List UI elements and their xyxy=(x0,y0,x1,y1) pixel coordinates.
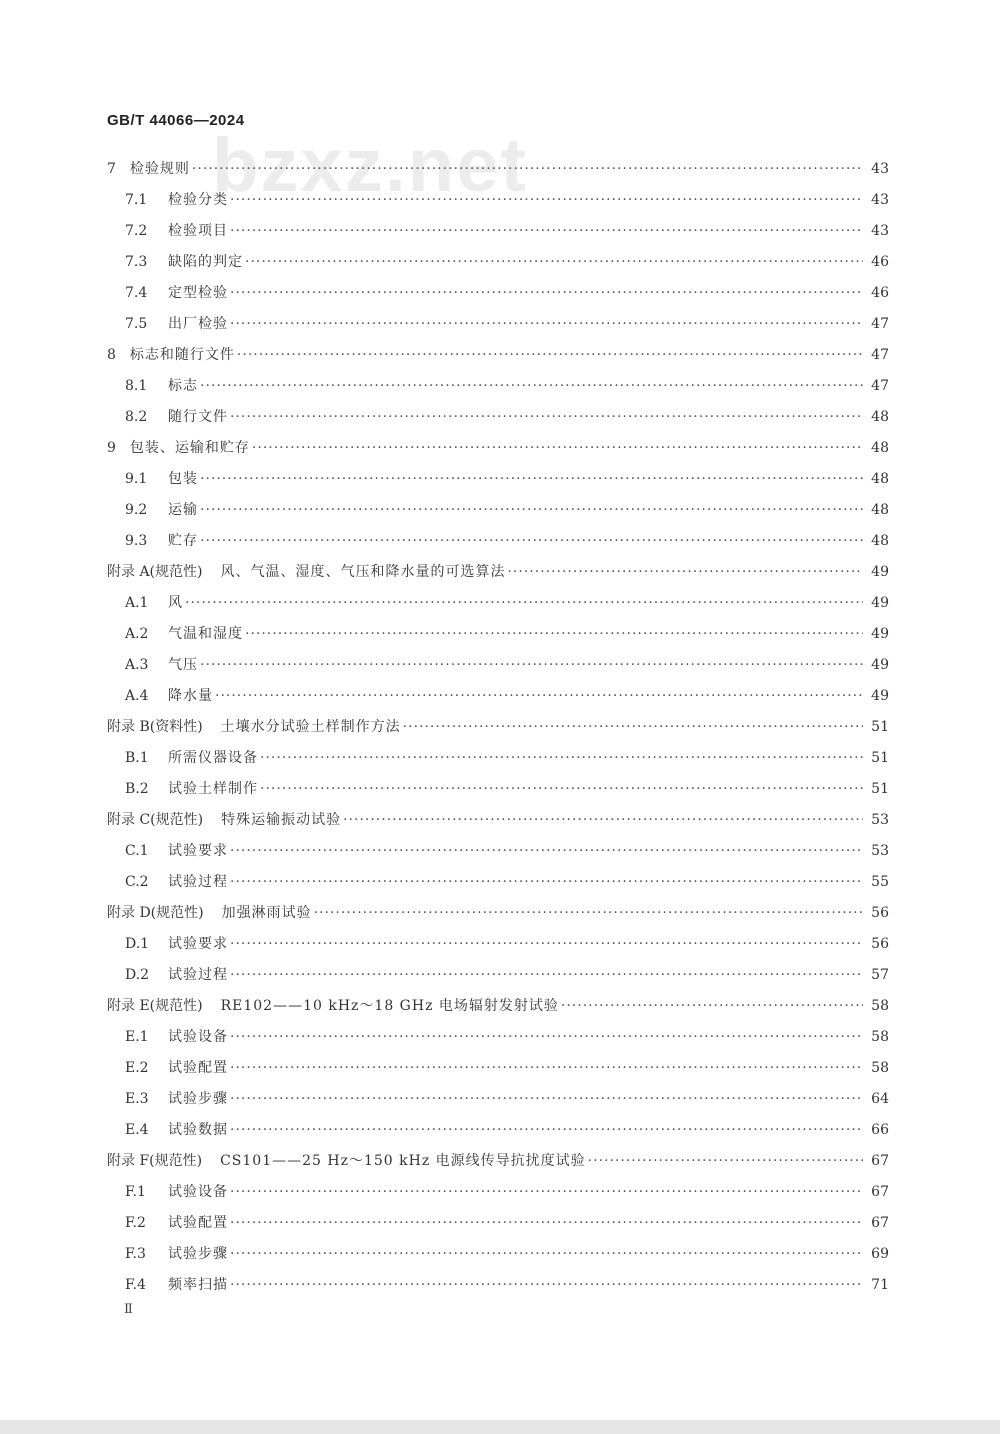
toc-entry-page: 46 xyxy=(871,254,889,270)
toc-entry-page: 49 xyxy=(871,657,889,673)
toc-entry-number: 附录 A(规范性) xyxy=(107,564,203,580)
toc-entry[interactable] xyxy=(107,1022,889,1053)
toc-entry-number: F.2 xyxy=(125,1215,146,1231)
toc-leader-dots xyxy=(245,619,863,650)
toc-entry-number: F.4 xyxy=(125,1277,146,1293)
toc-entry[interactable] xyxy=(107,371,889,402)
toc-entry-title: CS101——25 Hz～150 kHz 电源线传导抗扰度试验 xyxy=(220,1153,586,1169)
toc-entry[interactable] xyxy=(107,185,889,216)
toc-entry-title: 土壤水分试验土样制作方法 xyxy=(220,719,401,735)
toc-entry-number: 附录 E(规范性) xyxy=(107,998,203,1014)
toc-entry-number: F.3 xyxy=(125,1246,146,1262)
toc-entry[interactable] xyxy=(107,464,889,495)
toc-entry-title: 试验要求 xyxy=(168,843,228,859)
toc-leader-dots xyxy=(200,371,863,402)
toc-entry-title: 包装 xyxy=(168,471,198,487)
toc-entry-title: 特殊运输振动试验 xyxy=(221,812,342,828)
toc-entry-page: 58 xyxy=(871,1060,889,1076)
toc-entry-number: D.2 xyxy=(125,967,150,983)
toc-entry-number: 9.3 xyxy=(125,533,148,549)
toc-entry-page: 48 xyxy=(871,409,889,425)
toc-entry-page: 43 xyxy=(871,223,889,239)
toc-entry[interactable] xyxy=(107,216,889,247)
toc-entry-page: 49 xyxy=(871,564,889,580)
toc-entry-page: 58 xyxy=(871,1029,889,1045)
toc-entry[interactable] xyxy=(107,1084,889,1115)
toc-entry[interactable] xyxy=(107,1208,889,1239)
toc-entry[interactable] xyxy=(107,960,889,991)
toc-entry-number: E.1 xyxy=(125,1029,149,1045)
toc-leader-dots xyxy=(230,309,863,340)
toc-entry-number: 附录 C(规范性) xyxy=(107,812,204,828)
toc-entry-number: C.2 xyxy=(125,874,149,890)
toc-entry-title: 出厂检验 xyxy=(168,316,228,332)
watermark: bzxz.net xyxy=(212,123,528,208)
toc-entry-title: 定型检验 xyxy=(168,285,228,301)
toc-entry[interactable] xyxy=(107,929,889,960)
toc-entry-number: 附录 D(规范性) xyxy=(107,905,204,921)
toc-leader-dots xyxy=(245,247,863,278)
toc-leader-dots xyxy=(230,216,863,247)
toc-entry-page: 71 xyxy=(871,1277,889,1293)
table-of-contents xyxy=(107,154,889,1301)
toc-entry[interactable] xyxy=(107,1115,889,1146)
toc-entry-number: E.4 xyxy=(125,1122,149,1138)
toc-entry-title: 试验数据 xyxy=(168,1122,228,1138)
toc-entry-title: 贮存 xyxy=(168,533,198,549)
toc-entry-page: 64 xyxy=(871,1091,889,1107)
toc-entry-page: 48 xyxy=(871,471,889,487)
toc-entry[interactable] xyxy=(107,1177,889,1208)
toc-entry[interactable] xyxy=(107,402,889,433)
toc-entry-number: 8 xyxy=(107,347,116,363)
toc-leader-dots xyxy=(561,991,863,1022)
toc-entry[interactable] xyxy=(107,1146,889,1177)
toc-entry-number: 8.1 xyxy=(125,378,148,394)
toc-leader-dots xyxy=(237,340,863,371)
toc-leader-dots xyxy=(230,185,863,216)
toc-leader-dots xyxy=(230,278,863,309)
toc-entry[interactable] xyxy=(107,247,889,278)
toc-entry-page: 55 xyxy=(871,874,889,890)
toc-leader-dots xyxy=(230,1177,863,1208)
toc-entry-number: 7 xyxy=(107,161,116,177)
toc-entry-number: E.2 xyxy=(125,1060,149,1076)
toc-entry-number: D.1 xyxy=(125,936,150,952)
toc-entry-title: 加强淋雨试验 xyxy=(221,905,312,921)
toc-leader-dots xyxy=(200,526,863,557)
toc-entry[interactable] xyxy=(107,588,889,619)
toc-leader-dots xyxy=(230,1053,863,1084)
toc-entry-number: F.1 xyxy=(125,1184,146,1200)
toc-entry-page: 56 xyxy=(871,905,889,921)
toc-leader-dots xyxy=(507,557,863,588)
toc-entry-page: 56 xyxy=(871,936,889,952)
toc-entry-number: B.1 xyxy=(125,750,149,766)
toc-leader-dots xyxy=(230,1115,863,1146)
toc-leader-dots xyxy=(230,867,863,898)
toc-entry-title: 缺陷的判定 xyxy=(168,254,243,270)
toc-entry-title: 标志和随行文件 xyxy=(129,347,235,363)
toc-entry-number: A.4 xyxy=(125,688,149,704)
toc-entry-number: 7.3 xyxy=(125,254,148,270)
toc-entry-page: 58 xyxy=(871,998,889,1014)
toc-entry-title: 标志 xyxy=(168,378,198,394)
toc-entry-number: 7.4 xyxy=(125,285,148,301)
toc-entry-title: 包装、运输和贮存 xyxy=(129,440,250,456)
page-number: Ⅱ xyxy=(124,1302,133,1317)
toc-entry-page: 47 xyxy=(871,347,889,363)
toc-entry-page: 46 xyxy=(871,285,889,301)
toc-entry-number: A.1 xyxy=(125,595,149,611)
standard-code: GB/T 44066—2024 xyxy=(107,112,245,129)
toc-entry-title: 频率扫描 xyxy=(168,1277,228,1293)
toc-entry-page: 48 xyxy=(871,533,889,549)
toc-entry[interactable] xyxy=(107,867,889,898)
toc-entry-title: 试验步骤 xyxy=(168,1246,228,1262)
toc-entry-title: 试验配置 xyxy=(168,1215,228,1231)
toc-entry-number: 7.1 xyxy=(125,192,148,208)
toc-entry-number: 8.2 xyxy=(125,409,148,425)
toc-entry-page: 67 xyxy=(871,1184,889,1200)
toc-leader-dots xyxy=(230,929,863,960)
toc-entry-page: 53 xyxy=(871,843,889,859)
toc-entry-number: E.3 xyxy=(125,1091,149,1107)
toc-entry-page: 47 xyxy=(871,378,889,394)
toc-leader-dots xyxy=(252,433,863,464)
toc-entry[interactable] xyxy=(107,1053,889,1084)
toc-entry-page: 57 xyxy=(871,967,889,983)
toc-entry-title: 随行文件 xyxy=(168,409,228,425)
toc-entry-title: 检验分类 xyxy=(168,192,228,208)
toc-entry[interactable] xyxy=(107,1239,889,1270)
toc-entry-page: 66 xyxy=(871,1122,889,1138)
toc-entry-title: 检验规则 xyxy=(129,161,190,177)
toc-entry[interactable] xyxy=(107,650,889,681)
toc-entry-page: 51 xyxy=(871,781,889,797)
toc-leader-dots xyxy=(314,898,863,929)
toc-leader-dots xyxy=(230,836,863,867)
toc-entry-number: 9.1 xyxy=(125,471,148,487)
toc-entry[interactable] xyxy=(107,526,889,557)
toc-leader-dots xyxy=(343,805,863,836)
toc-entry[interactable] xyxy=(107,805,889,836)
toc-entry-title: 试验配置 xyxy=(168,1060,228,1076)
toc-entry-page: 67 xyxy=(871,1153,889,1169)
toc-entry-title: 试验步骤 xyxy=(168,1091,228,1107)
toc-entry[interactable] xyxy=(107,495,889,526)
toc-entry-title: 降水量 xyxy=(168,688,213,704)
toc-entry-page: 51 xyxy=(871,719,889,735)
toc-entry-page: 48 xyxy=(871,502,889,518)
toc-entry-title: 试验设备 xyxy=(168,1184,228,1200)
toc-entry-page: 53 xyxy=(871,812,889,828)
toc-entry-title: RE102——10 kHz～18 GHz 电场辐射发射试验 xyxy=(220,998,559,1014)
toc-entry-page: 43 xyxy=(871,161,889,177)
toc-entry[interactable] xyxy=(107,154,889,185)
toc-entry[interactable] xyxy=(107,712,889,743)
toc-entry-title: 气压 xyxy=(168,657,198,673)
toc-entry-page: 69 xyxy=(871,1246,889,1262)
toc-entry[interactable] xyxy=(107,1270,889,1301)
toc-entry-title: 试验要求 xyxy=(168,936,228,952)
toc-leader-dots xyxy=(200,464,863,495)
toc-entry[interactable] xyxy=(107,557,889,588)
toc-entry-number: 7.5 xyxy=(125,316,148,332)
toc-entry[interactable] xyxy=(107,340,889,371)
toc-leader-dots xyxy=(230,960,863,991)
toc-entry-title: 试验过程 xyxy=(168,874,228,890)
toc-leader-dots xyxy=(403,712,863,743)
toc-leader-dots xyxy=(230,1239,863,1270)
toc-entry[interactable] xyxy=(107,898,889,929)
toc-entry-number: 附录 F(规范性) xyxy=(107,1153,203,1169)
toc-entry[interactable] xyxy=(107,278,889,309)
toc-entry-title: 检验项目 xyxy=(168,223,228,239)
toc-entry-page: 49 xyxy=(871,626,889,642)
toc-entry-page: 67 xyxy=(871,1215,889,1231)
toc-leader-dots xyxy=(230,402,863,433)
toc-leader-dots xyxy=(192,154,863,185)
toc-entry[interactable] xyxy=(107,743,889,774)
toc-leader-dots xyxy=(230,1270,863,1301)
toc-leader-dots xyxy=(260,774,863,805)
toc-entry[interactable] xyxy=(107,836,889,867)
toc-leader-dots xyxy=(588,1146,863,1177)
toc-entry-title: 试验设备 xyxy=(168,1029,228,1045)
toc-entry-title: 气温和湿度 xyxy=(168,626,243,642)
toc-entry-number: A.2 xyxy=(125,626,149,642)
toc-entry-page: 49 xyxy=(871,688,889,704)
toc-entry-page: 48 xyxy=(871,440,889,456)
toc-entry-page: 49 xyxy=(871,595,889,611)
toc-entry-number: 7.2 xyxy=(125,223,148,239)
toc-entry[interactable] xyxy=(107,774,889,805)
toc-entry-number: A.3 xyxy=(125,657,149,673)
toc-entry-number: B.2 xyxy=(125,781,149,797)
toc-leader-dots xyxy=(200,650,863,681)
toc-entry[interactable] xyxy=(107,619,889,650)
toc-entry[interactable] xyxy=(107,433,889,464)
toc-entry-number: 附录 B(资料性) xyxy=(107,719,203,735)
toc-entry-page: 51 xyxy=(871,750,889,766)
toc-entry-number: 9 xyxy=(107,440,116,456)
toc-leader-dots xyxy=(215,681,863,712)
toc-entry-number: 9.2 xyxy=(125,502,148,518)
toc-leader-dots xyxy=(185,588,863,619)
toc-leader-dots xyxy=(260,743,863,774)
toc-entry-title: 试验土样制作 xyxy=(168,781,258,797)
toc-leader-dots xyxy=(200,495,863,526)
toc-entry[interactable] xyxy=(107,991,889,1022)
toc-entry-title: 所需仪器设备 xyxy=(168,750,258,766)
viewer-bottom-bar xyxy=(0,1420,1000,1434)
toc-entry-page: 43 xyxy=(871,192,889,208)
toc-leader-dots xyxy=(230,1022,863,1053)
toc-entry-title: 风 xyxy=(168,595,183,611)
toc-entry-title: 试验过程 xyxy=(168,967,228,983)
toc-leader-dots xyxy=(230,1084,863,1115)
toc-entry-number: C.1 xyxy=(125,843,149,859)
toc-entry[interactable] xyxy=(107,309,889,340)
toc-entry-page: 47 xyxy=(871,316,889,332)
toc-leader-dots xyxy=(230,1208,863,1239)
toc-entry-title: 运输 xyxy=(168,502,198,518)
toc-entry[interactable] xyxy=(107,681,889,712)
toc-entry-title: 风、气温、湿度、气压和降水量的可选算法 xyxy=(220,564,506,580)
